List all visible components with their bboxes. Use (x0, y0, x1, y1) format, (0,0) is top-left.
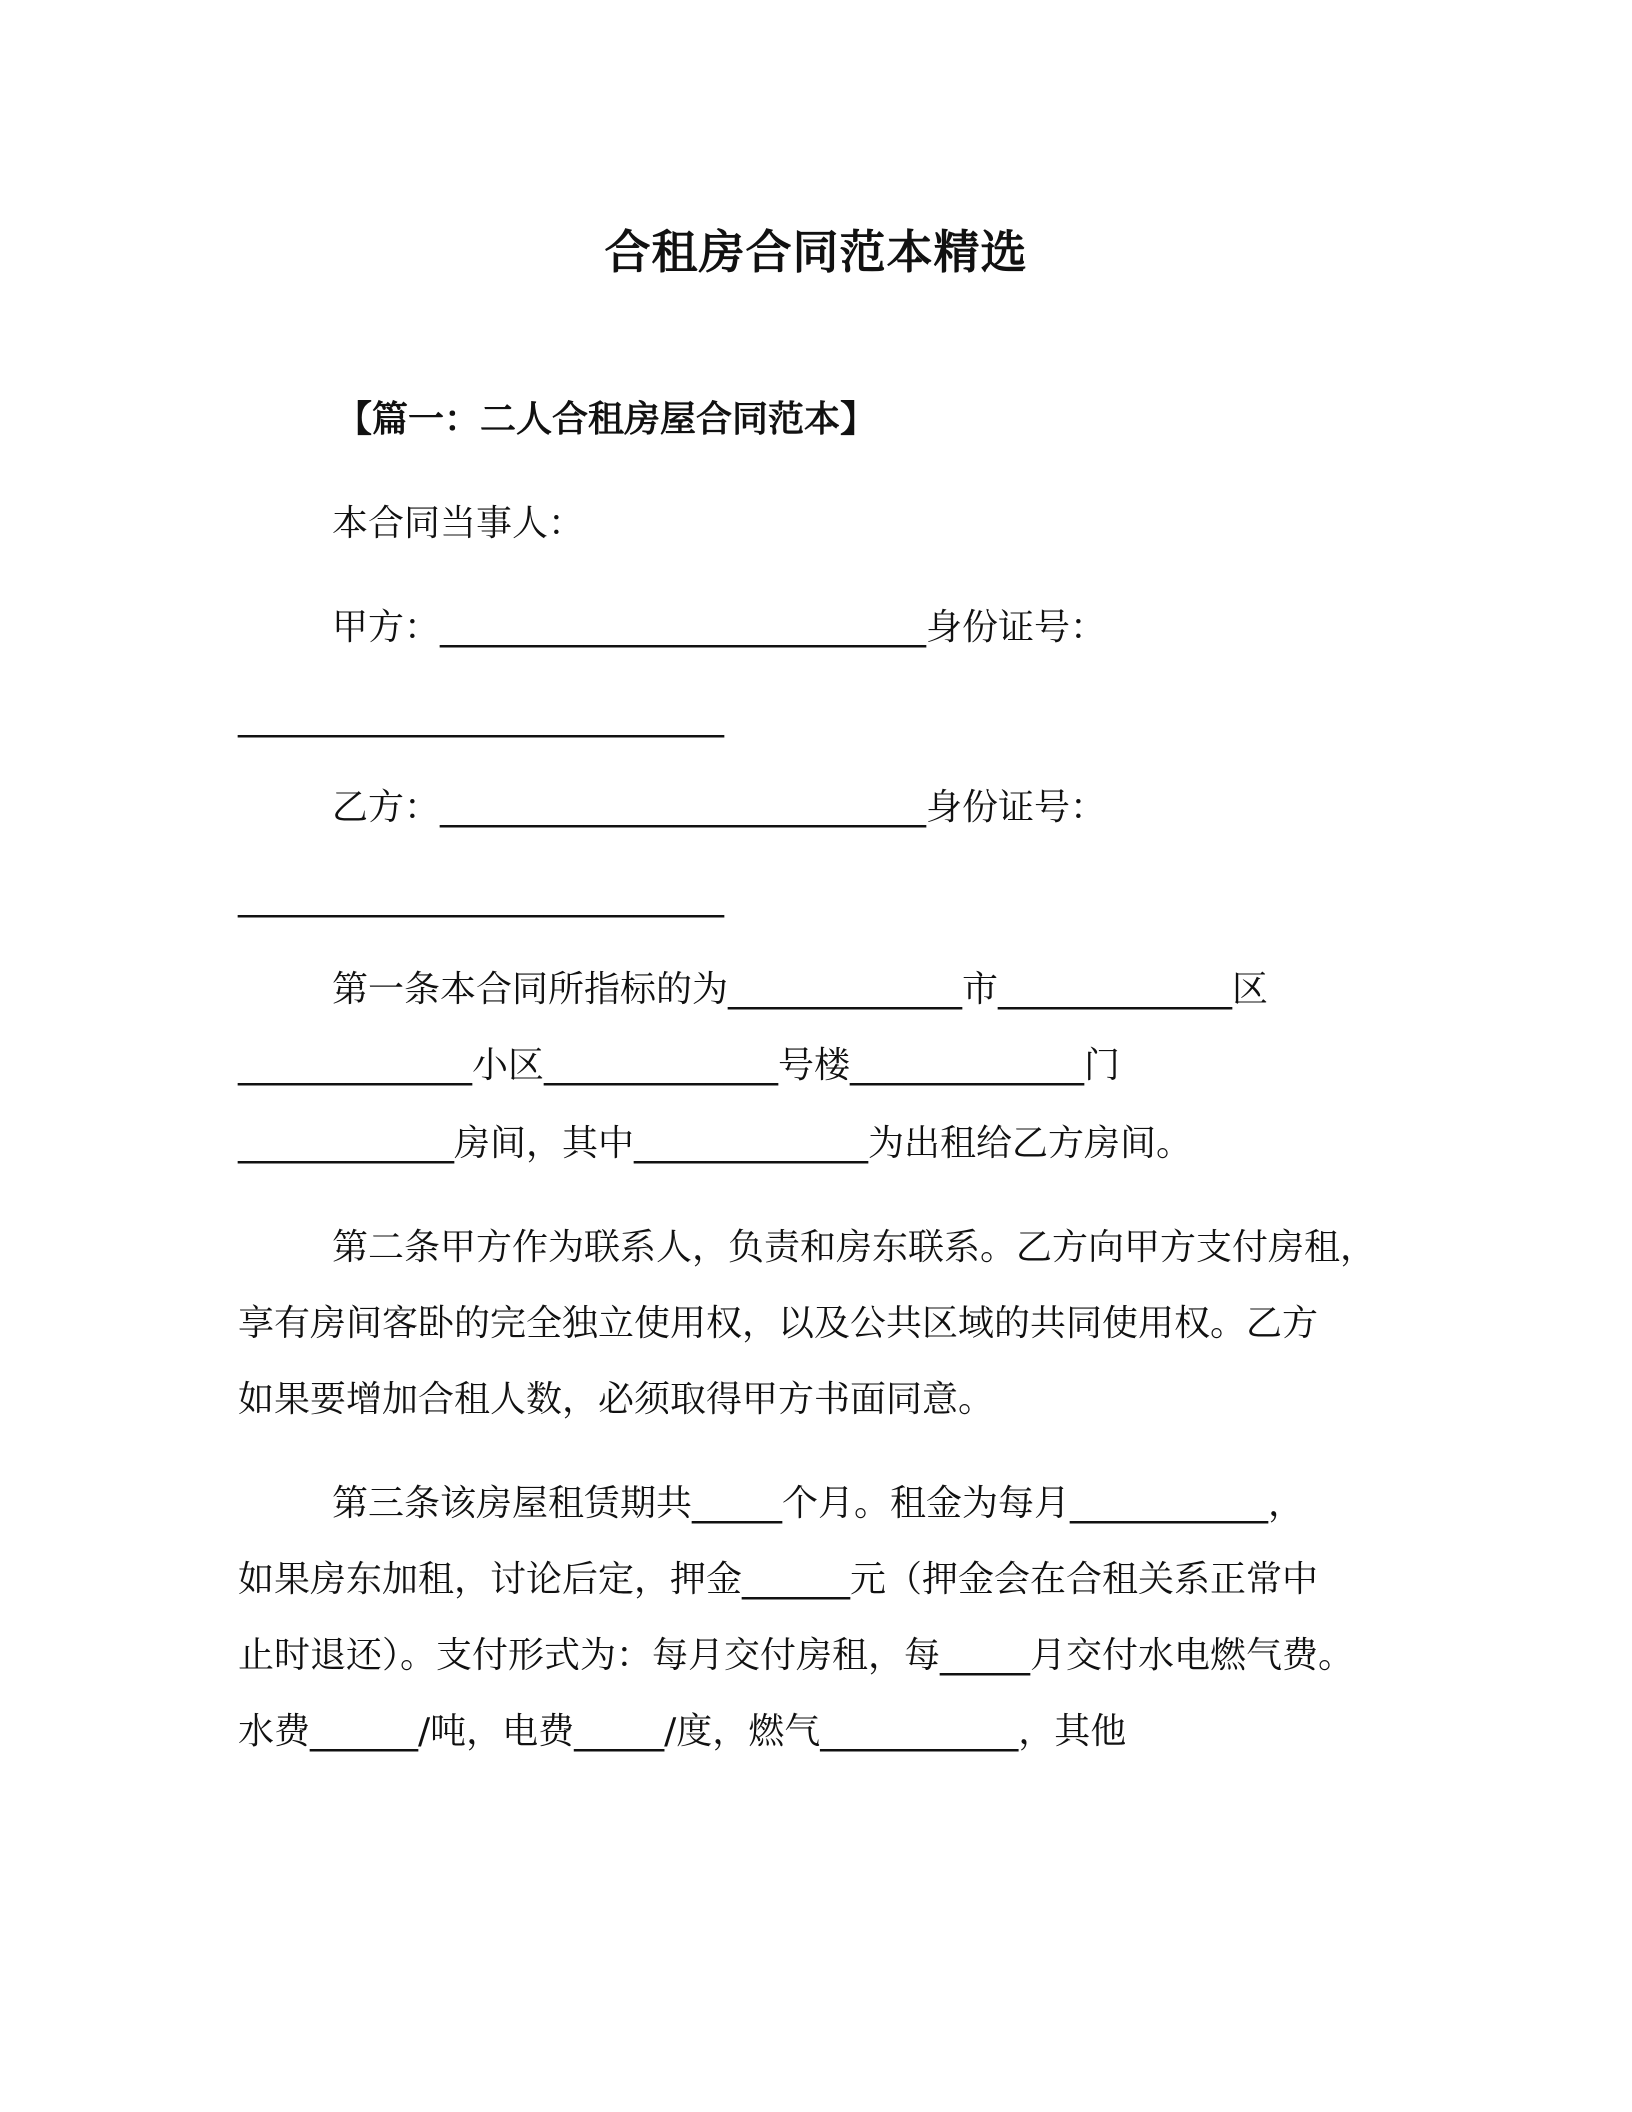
article-1-line-1: 第一条本合同所指标的为_____________市_____________区 (332, 969, 1269, 1010)
party-b-id-blank: ___________________________ (238, 877, 724, 918)
article-2-line-2: 享有房间客卧的完全独立使用权，以及公共区域的共同使用权。乙方 (238, 1303, 1319, 1344)
article-3-line-1: 第三条该房屋租赁期共_____个月。租金为每月___________， (332, 1483, 1305, 1524)
article-1-line-2: _____________小区_____________号楼_____________门 (238, 1045, 1120, 1086)
document-title: 合租房合同范本精选 (604, 225, 1028, 279)
article-2-line-1: 第二条甲方作为联系人，负责和房东联系。乙方向甲方支付房租， (332, 1227, 1377, 1268)
section-heading: 【篇一：二人合租房屋合同范本】 (336, 399, 877, 440)
article-3-line-3: 止时退还）。支付形式为：每月交付房租，每_____月交付水电燃气费。 (238, 1635, 1355, 1676)
article-3-line-2: 如果房东加租，讨论后定，押金______元（押金会在合租关系正常中 (238, 1559, 1319, 1600)
article-1-line-3: ____________房间，其中_____________为出租给乙方房间。 (238, 1123, 1193, 1164)
article-3-line-4: 水费______/吨，电费_____/度，燃气___________，其他 (238, 1711, 1127, 1752)
party-b-line: 乙方：___________________________身份证号： (332, 787, 1107, 828)
party-a-id-blank: ___________________________ (238, 697, 724, 738)
article-2-line-3: 如果要增加合租人数，必须取得甲方书面同意。 (238, 1379, 995, 1420)
party-a-line: 甲方：___________________________身份证号： (332, 607, 1107, 648)
parties-heading: 本合同当事人： (332, 503, 585, 544)
